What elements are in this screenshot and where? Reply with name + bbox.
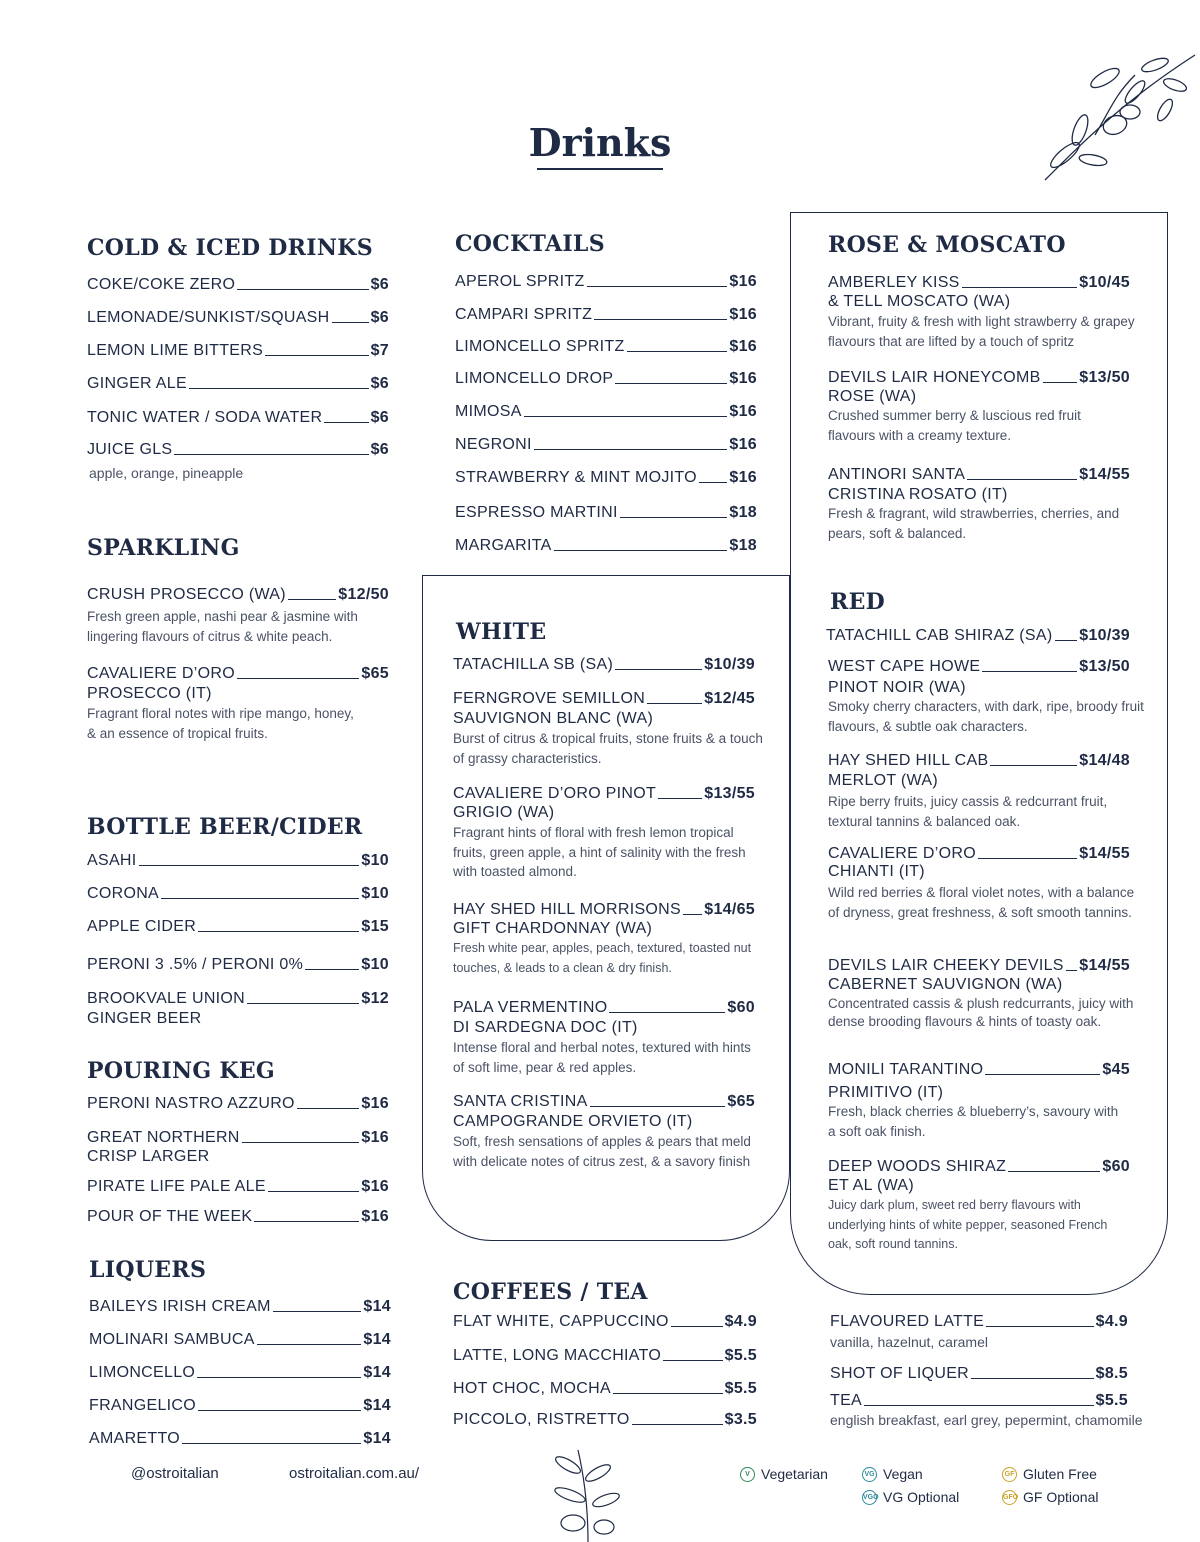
item-description: Smoky cherry characters, with dark, ripe, broody fruit flavours, & subtle oak characters. [828, 699, 1144, 734]
item-description: Ripe berry fruits, juicy cassis & redcurrant fruit, textural tannins & balanced oak. [828, 794, 1108, 829]
cocktails-heading: COCKTAILS [455, 231, 605, 257]
item-description: Fresh, black cherries & blueberry’s, savoury with a soft oak finish. [828, 1104, 1119, 1139]
menu-item: MARGARITA $18 [455, 537, 757, 554]
menu-item: LIMONCELLO DROP $16 [455, 370, 757, 387]
latte-flavours: vanilla, hazelnut, caramel [830, 1334, 988, 1350]
red-heading: RED [830, 589, 886, 615]
menu-item: GREAT NORTHERN $16 [87, 1129, 389, 1146]
instagram-handle[interactable]: @ostroitalian [131, 1465, 219, 1482]
menu-item: LEMONADE/SUNKIST/SQUASH $6 [87, 309, 389, 326]
menu-item: AMARETTO $14 [89, 1430, 391, 1447]
coffees-heading: COFFEES / TEA [453, 1279, 648, 1305]
legend-gf-optional: GFO GF Optional [1003, 1489, 1099, 1505]
menu-item: APEROL SPRITZ $16 [455, 273, 757, 290]
menu-item: PERONI NASTRO AZZURO $16 [87, 1095, 389, 1112]
beer-heading: BOTTLE BEER/CIDER [87, 814, 363, 840]
menu-item: ESPRESSO MARTINI $18 [455, 504, 757, 521]
item-description: Soft, fresh sensations of apples & pears that meld with delicate notes of citrus zest, & a savory finish [453, 1134, 751, 1169]
menu-item: MIMOSA $16 [455, 403, 757, 420]
legend-gluten-free: GF Gluten Free [1002, 1466, 1097, 1482]
olive-branch-icon [1035, 40, 1200, 185]
menu-item: HAY SHED HILL MORRISONS $14/65 [453, 901, 755, 918]
legend-vegan: VG Vegan [862, 1466, 923, 1482]
item-description: Fresh & fragrant, wild strawberries, cherries, and pears, soft & balanced. [828, 506, 1120, 541]
vg-optional-icon: VGO [862, 1490, 877, 1505]
item-name-line2: ET AL (WA) [828, 1177, 914, 1194]
menu-item: CAVALIERE D’ORO $65 [87, 665, 389, 682]
menu-item: DEEP WOODS SHIRAZ $60 [828, 1158, 1130, 1175]
menu-item: CORONA $10 [87, 885, 389, 902]
item-name-line2: CABERNET SAUVIGNON (WA) [828, 976, 1063, 993]
menu-item: PALA VERMENTINO $60 [453, 999, 755, 1016]
rose-heading: ROSE & MOSCATO [828, 232, 1066, 258]
item-name-line2: CAMPOGRANDE ORVIETO (IT) [453, 1113, 693, 1130]
keg-heading: POURING KEG [87, 1058, 276, 1084]
website-link[interactable]: ostroitalian.com.au/ [289, 1465, 420, 1482]
liquers-heading: LIQUERS [89, 1257, 207, 1283]
item-name-line2: GRIGIO (WA) [453, 804, 555, 821]
item-name-line2: DI SARDEGNA DOC (IT) [453, 1019, 638, 1036]
menu-item: CRUSH PROSECCO (WA) $12/50 [87, 586, 389, 603]
menu-item: STRAWBERRY & MINT MOJITO $16 [455, 469, 757, 486]
menu-item: ASAHI $10 [87, 852, 389, 869]
menu-item: FRANGELICO $14 [89, 1397, 391, 1414]
menu-item: LEMON LIME BITTERS $7 [87, 342, 389, 359]
menu-item: DEVILS LAIR CHEEKY DEVILS $14/55 [828, 957, 1130, 974]
menu-item: MONILI TARANTINO $45 [828, 1061, 1130, 1078]
page-title: Drinks [528, 120, 672, 165]
white-heading: WHITE [456, 619, 547, 645]
item-name-line2: & TELL MOSCATO (WA) [828, 293, 1011, 310]
item-name-line2: MERLOT (WA) [828, 772, 938, 789]
gluten-free-icon: GF [1002, 1467, 1017, 1482]
item-description: Juicy dark plum, sweet red berry flavours with underlying hints of white pepper, seasoned French oak, soft round tannins. [828, 1198, 1108, 1251]
menu-item: PIRATE LIFE PALE ALE $16 [87, 1178, 389, 1195]
menu-item: TATACHILLA SB (SA) $10/39 [453, 656, 755, 673]
menu-item: FERNGROVE SEMILLON $12/45 [453, 690, 755, 707]
item-name-line2: PRIMITIVO (IT) [828, 1084, 944, 1101]
item-description: Vibrant, fruity & fresh with light strawberry & grapey flavours that are lifted by a touch of spritz [828, 314, 1135, 349]
item-name-line2: SAUVIGNON BLANC (WA) [453, 710, 654, 727]
menu-item: CAVALIERE D’ORO PINOT $13/55 [453, 785, 755, 802]
vegan-icon: VG [862, 1467, 877, 1482]
menu-item: COKE/COKE ZERO $6 [87, 276, 389, 293]
menu-item: GINGER ALE $6 [87, 375, 389, 392]
item-name-line2: GINGER BEER [87, 1010, 202, 1027]
cold-drinks-heading: COLD & ICED DRINKS [87, 235, 373, 261]
menu-item: BAILEYS IRISH CREAM $14 [89, 1298, 391, 1315]
sparkling-heading: SPARKLING [87, 535, 240, 561]
title-underline [537, 168, 663, 170]
item-description: Concentrated cassis & plush redcurrants, juicy with dense brooding flavours & hints of toasty oak. [828, 996, 1134, 1029]
item-name-line2: ROSE (WA) [828, 388, 917, 405]
menu-item: LIMONCELLO SPRITZ $16 [455, 338, 757, 355]
item-description: Intense floral and herbal notes, textured with hints of soft lime, pear & red apples. [453, 1040, 751, 1075]
item-name-line2: CRISP LARGER [87, 1148, 210, 1165]
legend-vegetarian: V Vegetarian [740, 1466, 828, 1482]
menu-item: PICCOLO, RISTRETTO $3.5 [453, 1411, 757, 1428]
item-name-line2: PROSECCO (IT) [87, 685, 212, 702]
vegetarian-icon: V [740, 1467, 755, 1482]
menu-item: FLAT WHITE, CAPPUCCINO $4.9 [453, 1313, 757, 1330]
menu-item: JUICE GLS $6 [87, 441, 389, 458]
menu-item: TATACHILL CAB SHIRAZ (SA) $10/39 [826, 627, 1130, 644]
menu-item: TONIC WATER / SODA WATER $6 [87, 409, 389, 426]
menu-item: WEST CAPE HOWE $13/50 [828, 658, 1130, 675]
menu-item: PERONI 3 .5% / PERONI 0% $10 [87, 956, 389, 973]
item-name-line2: CHIANTI (IT) [828, 863, 925, 880]
menu-item: SANTA CRISTINA $65 [453, 1093, 755, 1110]
menu-item: SHOT OF LIQUER $8.5 [830, 1365, 1128, 1382]
item-description: Fresh white pear, apples, peach, textured, toasted nut touches, & leads to a clean & dry finish. [453, 941, 752, 975]
juice-options: apple, orange, pineapple [89, 465, 244, 481]
item-name-line2: GIFT CHARDONNAY (WA) [453, 920, 653, 937]
item-name-line2: CRISTINA ROSATO (IT) [828, 486, 1008, 503]
menu-item: HOT CHOC, MOCHA $5.5 [453, 1380, 757, 1397]
menu-item: FLAVOURED LATTE $4.9 [830, 1313, 1128, 1330]
menu-item: APPLE CIDER $15 [87, 918, 389, 935]
menu-item: NEGRONI $16 [455, 436, 757, 453]
item-description: Fragrant hints of floral with fresh lemon tropical fruits, green apple, a hint of salinity with the fresh with toasted almond. [453, 825, 746, 879]
menu-item: POUR OF THE WEEK $16 [87, 1208, 389, 1225]
menu-item: HAY SHED HILL CAB $14/48 [828, 752, 1130, 769]
menu-item: AMBERLEY KISS $10/45 [828, 274, 1130, 291]
item-description: Wild red berries & floral violet notes, with a balance of dryness, great freshness, & soft smooth tannins. [828, 885, 1135, 920]
menu-item: BROOKVALE UNION $12 [87, 990, 389, 1007]
menu-item: DEVILS LAIR HONEYCOMB $13/50 [828, 369, 1130, 386]
gf-optional-icon: GFO [1002, 1490, 1017, 1505]
menu-item: CAMPARI SPRITZ $16 [455, 306, 757, 323]
item-description: Fragrant floral notes with ripe mango, honey, & an essence of tropical fruits. [87, 706, 354, 741]
menu-item: LATTE, LONG MACCHIATO $5.5 [453, 1347, 757, 1364]
menu-item: ANTINORI SANTA $14/55 [828, 466, 1130, 483]
legend-vg-optional: VGO VG Optional [863, 1489, 960, 1505]
item-description: Fresh green apple, nashi pear & jasmine with lingering flavours of citrus & white peach. [87, 609, 358, 644]
menu-item: MOLINARI SAMBUCA $14 [89, 1331, 391, 1348]
menu-item: TEA $5.5 [830, 1392, 1128, 1409]
item-description: Crushed summer berry & luscious red fruit flavours with a creamy texture. [828, 408, 1081, 443]
item-name-line2: PINOT NOIR (WA) [828, 679, 966, 696]
olive-branch-icon [548, 1445, 628, 1542]
menu-item: CAVALIERE D’ORO $14/55 [828, 845, 1130, 862]
item-description: Burst of citrus & tropical fruits, stone fruits & a touch of grassy characteristics. [453, 731, 763, 766]
menu-item: LIMONCELLO $14 [89, 1364, 391, 1381]
tea-options: english breakfast, earl grey, pepermint, chamomile [830, 1412, 1143, 1428]
